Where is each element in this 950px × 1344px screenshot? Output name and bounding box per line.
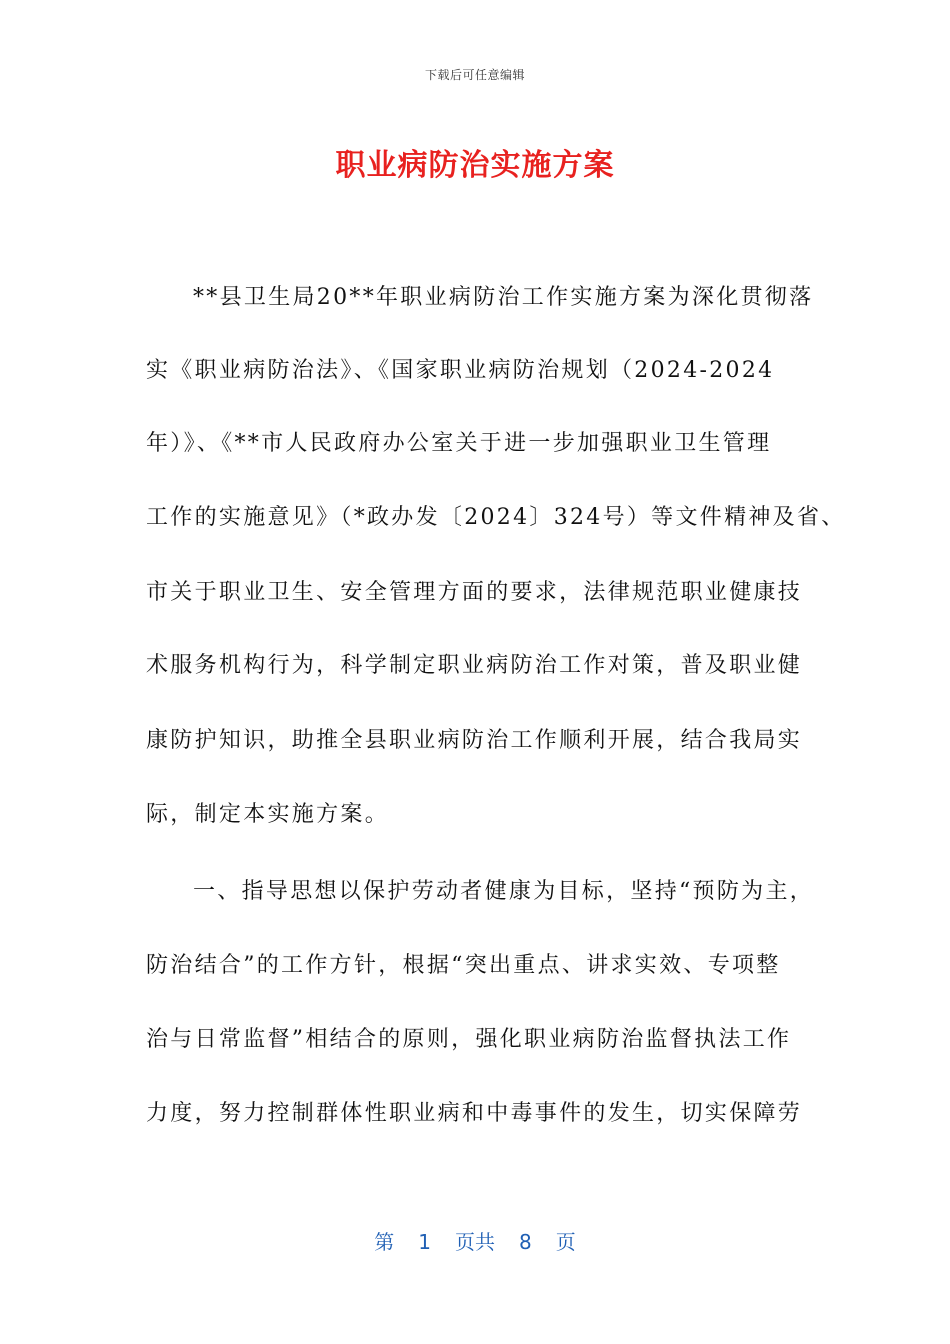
paragraph-line: 实《职业病防治法》、《国家职业病防治规划（2024-2024 [146,358,775,383]
paragraph-line: 防治结合”的工作方针，根据“突出重点、讲求实效、专项整 [146,953,781,978]
header-note: 下载后可任意编辑 [424,68,525,82]
paragraph-line: **县卫生局20**年职业病防治工作实施方案为深化贯彻落 [193,285,814,310]
page-suffix: 页 [555,1230,576,1254]
paragraph-line: 一、指导思想以保护劳动者健康为目标，坚持“预防为主， [193,879,815,904]
document-title: 职业病防治实施方案 [335,148,615,183]
paragraph-line: 市关于职业卫生、安全管理方面的要求，法律规范职业健康技 [146,580,803,605]
page-prefix: 第 [374,1230,395,1254]
paragraph-line: 康防护知识，助推全县职业病防治工作顺利开展，结合我局实 [146,728,803,753]
total-pages-number: 8 [519,1230,532,1254]
paragraph-line: 力度，努力控制群体性职业病和中毒事件的发生，切实保障劳 [146,1101,803,1126]
paragraph-line: 治与日常监督”相结合的原则，强化职业病防治监督执法工作 [146,1027,792,1052]
page-footer [0,1226,950,1255]
paragraph-line: 年）》、《**市人民政府办公室关于进一步加强职业卫生管理 [146,431,772,456]
paragraph-line: 术服务机构行为，科学制定职业病防治工作对策，普及职业健 [146,653,803,678]
page-middle-label: 页共 [455,1230,495,1254]
paragraph-line: 工作的实施意见》（*政办发〔2024〕324号）等文件精神及省、 [146,505,846,530]
current-page-number: 1 [418,1230,431,1254]
paragraph-line: 际，制定本实施方案。 [146,802,390,827]
